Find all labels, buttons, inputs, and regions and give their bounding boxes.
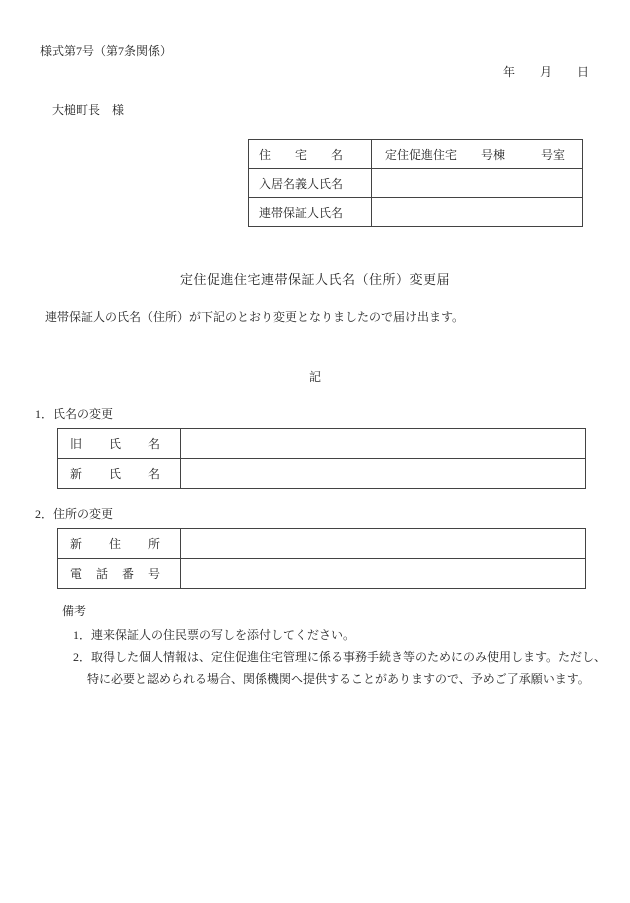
remark-item-2-line2: 特に必要と認められる場合、関係機関へ提供することがありますので、予めご了承願います。 — [87, 672, 590, 686]
body-text: 連帯保証人の氏名（住所）が下記のとおり変更となりましたので届け出ます。 — [45, 310, 465, 324]
document-title: 定住促進住宅連帯保証人氏名（住所）変更届 — [179, 272, 450, 287]
old-name-value — [181, 429, 586, 459]
new-address-label: 新 住 所 — [58, 529, 181, 559]
address-change-heading: 2．住所の変更 — [35, 507, 114, 521]
old-name-label: 旧 氏 名 — [58, 429, 181, 459]
phone-number-value — [181, 559, 586, 589]
addressee: 大槌町長 様 — [52, 103, 125, 117]
new-address-value — [181, 529, 586, 559]
tenant-name-value — [372, 169, 583, 198]
month-label: 月 — [540, 65, 553, 79]
date-line — [503, 63, 589, 80]
table-row-new-address — [58, 529, 586, 559]
housing-name-value: 定住促進住宅 号棟 号室 — [372, 140, 583, 169]
table-row-housing-name — [249, 140, 583, 169]
name-change-table — [57, 428, 586, 489]
day-label: 日 — [577, 65, 590, 79]
address-change-table — [57, 528, 586, 589]
new-name-label: 新 氏 名 — [58, 459, 181, 489]
name-change-heading: 1．氏名の変更 — [35, 407, 114, 421]
year-label: 年 — [503, 65, 516, 79]
table-row-old-name — [58, 429, 586, 459]
table-row-phone-number — [58, 559, 586, 589]
remark-item-2-line1: 2．取得した個人情報は、定住促進住宅管理に係る事務手続き等のためにのみ使用します。ただし、 — [73, 650, 607, 664]
table-row-new-name — [58, 459, 586, 489]
remarks-label: 備考 — [62, 604, 87, 618]
housing-name-label: 住 宅 名 — [249, 140, 372, 169]
tenant-name-label: 入居名義人氏名 — [249, 169, 372, 198]
housing-info-table — [248, 139, 583, 227]
guarantor-name-value — [372, 198, 583, 227]
form-number: 様式第7号（第7条関係） — [40, 44, 173, 58]
record-marker: 記 — [308, 370, 321, 384]
guarantor-name-label: 連帯保証人氏名 — [249, 198, 372, 227]
new-name-value — [181, 459, 586, 489]
table-row-guarantor-name — [249, 198, 583, 227]
remark-item-1: 1．連来保証人の住民票の写しを添付してください。 — [73, 628, 356, 642]
table-row-tenant-name — [249, 169, 583, 198]
phone-number-label: 電 話 番 号 — [58, 559, 181, 589]
